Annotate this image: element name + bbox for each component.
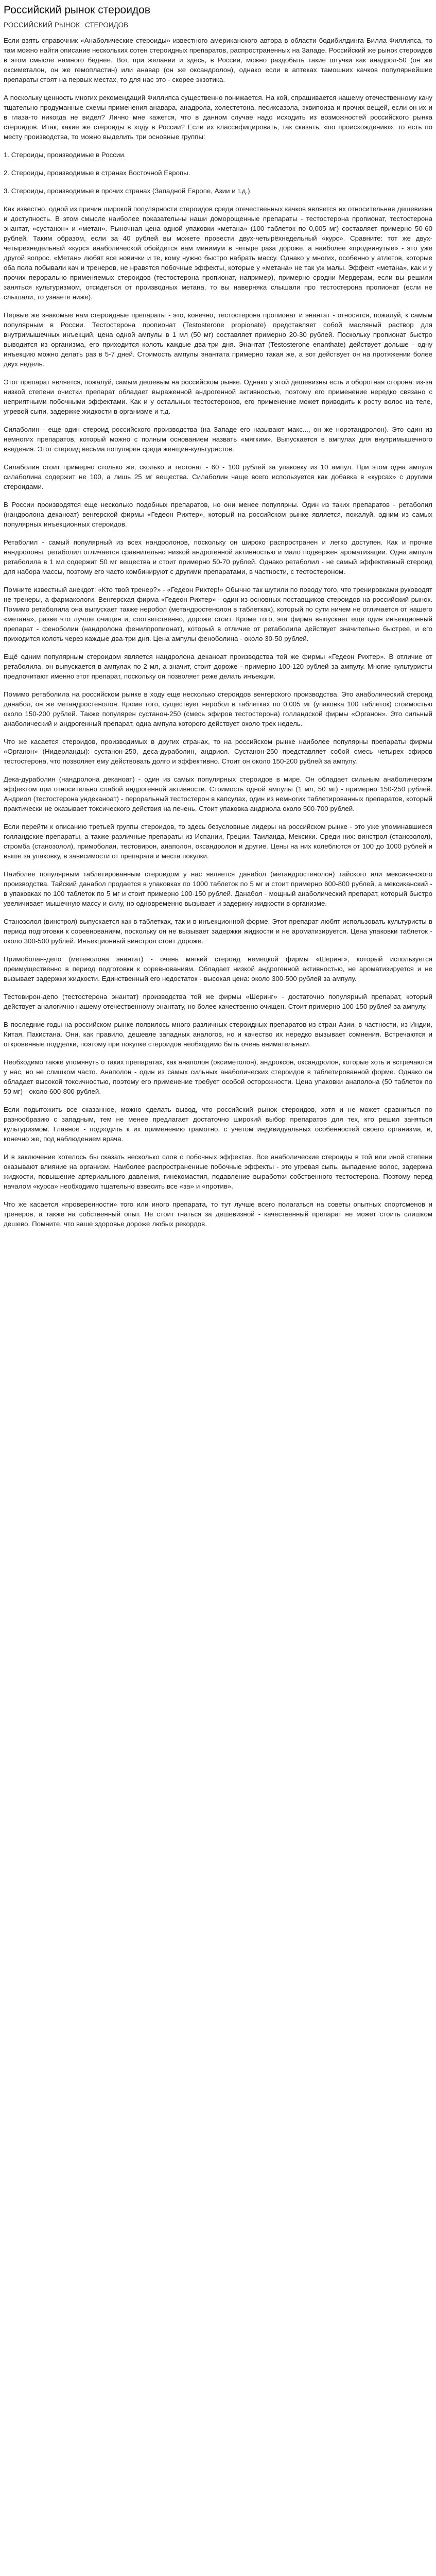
list-item-group-2: 2. Стероиды, производимые в странах Восточной Европы. — [4, 169, 190, 177]
article-paragraph: А поскольку ценность многих рекомендаций Филлипса существенно понижается. На кой, спрашивается нашему отечественному качу тщательно продуманные схемы применения анавара, анадрола, холестетона, песиксазола, эквипоиза и прочих вещей, если он их и в глаза-то никогда не видел? Лично мне кажется, что в данном случае надо исходить из возможностей российского рынка стероидов. Итак, какие же стероиды в ходу в России? Если их классифицировать, так сказать, «по происхождению», то есть по месту производства, то можно выделить три основные группы: — [4, 94, 432, 141]
article-paragraph: Силаболин стоит примерно столько же, сколько и тестонат - 60 - 100 рублей за упаковку из 10 ампул. При этом одна ампула силаболина содержит не 100, а лишь 25 мг вещества. Силаболин чаще всего используется как добавка в «курсах» с другими стероидами. — [4, 463, 432, 490]
article-paragraph: Что же касается «проверенности» того или иного препарата, то тут лучше всего полагаться на советы опытных спортсменов и тренеров, а также на собственный опыт. Не стоит гнаться за дешевизной - качественный препарат не может стоить слишком дешево. Помните, что ваше здоровье дороже любых рекордов. — [4, 1200, 432, 1228]
article-paragraph: Силаболин - еще один стероид российского производства (на Западе его называют макс..., он же норэтандролон). Это один из немногих препаратов, который можно с полным основанием назвать «мягким». Выпускается в ампулах для внутримышечного введения. Этот стероид весьма популярен среди женщин-культуристов. — [4, 426, 432, 453]
article-paragraph: Станозолол (винстрол) выпускается как в таблетках, так и в инъекционной форме. Этот препарат любят использовать культуристы в период подготовки к соревнованиям, поскольку он не вызывает задержки жидкости и не ароматизируется. Цена упаковки таблеток - около 300-500 рублей. Инъекционный винстрол стоит дороже. — [4, 918, 432, 945]
article-paragraph: Помимо ретаболила на российском рынке в ходу еще несколько стероидов венгерского производства. Это анаболический стероид данабол, он же метандростенолон. Кроме того, существует неробол в таблетках по 0,005 мг (упаковка 100 таблеток) стоимостью около 150-200 рублей. Также популярен сустанон-250 (смесь эфиров тестостерона) голландской фирмы «Органон». Это сильный анаболический и андрогенный препарат, одна ампула которого действует около трех недель. — [4, 690, 432, 727]
article-paragraph: Наиболее популярным таблетированным стероидом у нас является данабол (метандростенолон) тайского или мексиканского производства. Тайский данабол продается в упаковках по 1000 таблеток по 5 мг и стоит примерно 600-800 рублей, а мексиканский - в упаковках по 100 таблеток по 5 мг и стоит примерно 100-150 рублей. Данабол - мощный анаболический препарат, который быстро увеличивает мышечную массу и силу, но одновременно вызывает и задержку жидкости в организме. — [4, 870, 432, 907]
article-paragraph: Что же касается стероидов, производимых в других странах, то на российском рынке наиболее популярны препараты фирмы «Органон» (Нидерланды): сустанон-250, деca-дураболин, андриол. Сустанон-250 представляет собой смесь четырех эфиров тестостерона, что позволяет ему действовать долго и эффективно. Стоит он около 150-200 рублей за ампулу. — [4, 738, 432, 765]
article-paragraph: Как известно, одной из причин широкой популярности стероидов среди отечественных качков является их относительная дешевизна и доступность. В этом смысле наиболее показательны наши доморощенные препараты - тестостерона пропионат, тестостерона энантат, «сустанон» и «метан». Рыночная цена одной упаковки «метана» (100 таблеток по 0,005 мг) составляет примерно 50-60 рублей. Таким образом, если за 40 рублей вы можете провести двух-четырёхнедельный «курс». Сравните: тот же двух-четырёхнедельный «курс» анаболической обойдётся вам минимум в четыре раза дороже, а наиболее «продвинутые» - это уже другой вопрос. «Метан» любят все новички и те, кому нужно быстро набрать массу. Однако у многих, особенно у атлетов, которые оба пола побывали кач и тренеров, не нравятся побочные эффекты, которые у «метана» не так уж малы. Эффект «метана», как и у прочих перорально применяемых стероидов (тестостерона пропионат, например), примерно сродни Мердерам, если вы решили заняться культуризмом, отсидеться от производных метана, то вы наверняка слышали про тестостерона пропионат (если не слышали, то узнаете ниже). — [4, 205, 432, 301]
subtitle-category: РОССИЙСКИЙ РЫНОК — [4, 21, 80, 29]
article-paragraph: И в заключение хотелось бы сказать несколько слов о побочных эффектах. Все анаболические стероиды в той или иной степени оказывают влияние на организм. Наиболее распространенные побочные эффекты - это угревая сыпь, выпадение волос, задержка жидкости, повышение артериального давления, гинекомастия, подавление выработки собственного тестостерона. Поэтому перед началом «курса» необходимо тщательно взвесить все «за» и «против». — [4, 1153, 432, 1190]
list-item-group-1: 1. Стероиды, производимые в России. — [4, 151, 126, 159]
article-paragraph: Этот препарат является, пожалуй, самым дешевым на российском рынке. Однако у этой дешевизны есть и оборотная сторона: из-за низкой степени очистки препарат обладает выраженной андрогенной активностью, поэтому его применение нередко связано с неприятными побочными эффектами. Как и у остальных тестостеронов, его применение может приводить к росту волос на теле, угревой сыпи, задержке жидкости в организме и т.д. — [4, 378, 432, 415]
list-item-group-3: 3. Стероиды, производимые в прочих странах (Западной Европе, Азии и т.д.). — [4, 187, 252, 195]
article-paragraph: Необходимо также упомянуть о таких препаратах, как анаполон (оксиметолон), андроксон, оксандролон, которые хоть и встречаются у нас, но не слишком часто. Анаполон - один из самых сильных анаболических стероидов в таблетированной форме. Однако он обладает высокой токсичностью, поэтому его применение требует особой осторожности. Цена упаковки анаполона (50 таблеток по 50 мг) - около 600-800 рублей. — [4, 1058, 432, 1095]
article-paragraph: Если взять справочник «Анаболические стероиды» известного американского автора в области бодибилдинга Билла Филлипса, то там можно найти описание нескольких сотен стероидных препаратов, распространенных на Западе. Российский же рынок стероидов в этом смысле намного беднее. Вот, при желании и здесь, в России, можно раздобыть такие штучки как анадрол-50 (он же оксиметалон, он же гемопластин) или анавар (он же оксандролон), однако если в аптеках тамошних качков популярнейшие препараты стоят на первых местах, то для нас это - скорее экзотика. — [4, 37, 432, 83]
article-paragraph: Ещё одним популярным стероидом является нандролона деканоат производства той же фирмы «Гедеон Рихтер». В отличие от ретаболила, он выпускается в ампулах по 2 мл, а значит, стоит дороже - примерно 100-120 рублей за ампулу. Многие культуристы предпочитают именно этот препарат, поскольку он позволяет реже делать инъекции. — [4, 653, 432, 680]
article-paragraph: Если подытожить все сказанное, можно сделать вывод, что российский рынок стероидов, хотя и не может сравниться по разнообразию с западным, тем не менее предлагает достаточно широкий выбор препаратов для тех, кто решил заняться культуризмом. Главное - подходить к их применению грамотно, с учетом индивидуальных особенностей своего организма, и, конечно же, под наблюдением врача. — [4, 1106, 432, 1143]
article-paragraph: Помните известный анекдот: «Кто твой тренер?» - «Гедеон Рихтер!» Обычно так шутили по поводу того, что тренировками руководят не тренеры, а фармакологи. Венгерская фирма «Гедеон Рихтер» - один из основных поставщиков стероидов на российский рынок. Помимо ретаболила она выпускает также неробол (метандростенолон в таблетках), который по сути ничем не отличается от нашего «метана», разве что лучше очищен и, соответственно, дороже стоит. Кроме того, эта фирма выпускает ещё один инъекционный препарат - феноболин (нандролона фенилпропионат), который в отличие от ретаболила действует значительно быстрее, и его приходится колоть через каждые два-три дня. Цена ампулы феноболина - около 30-50 рублей. — [4, 586, 432, 642]
article-body — [4, 36, 432, 1229]
article-paragraph: Первые же знакомые нам стероидные препараты - это, конечно, тестостерона пропионат и энантат - относятся, пожалуй, к самым популярным в России. Тестостерона пропионат (Testosterone propionate) представляет собой масляный раствор для внутримышечных инъекций, цена одной ампулы в 1 мл (50 мг) составляет примерно 20-30 рублей. Поскольку пропионат быстро выводится из организма, его приходится колоть каждые два-три дня. Энантат (Testosterone enanthate) действует дольше - одну инъекцию можно делать раз в 5-7 дней. Стоимость ампулы энантата примерно такая же, а вот действует он на протяжении более двух недель. — [4, 311, 432, 368]
article-paragraph: В России производятся еще несколько подобных препаратов, но они менее популярны. Один из таких препаратов - ретаболил (нандролона деканоат) венгерской фирмы «Гедеон Рихтер», который на российском рынке является, пожалуй, одним из самых популярных инъекционных стероидов. — [4, 501, 432, 528]
article-paragraph: Тестовирон-депо (тестостерона энантат) производства той же фирмы «Шеринг» - достаточно популярный препарат, который действует аналогично нашему отечественному энантату, но более качественно очищен. Стоит примерно 100-150 рублей за ампулу. — [4, 993, 432, 1010]
article-paragraph: В последние годы на российском рынке появилось много различных стероидных препаратов из стран Азии, в частности, из Индии, Китая, Пакистана. Они, как правило, дешевле западных аналогов, но и качество их нередко вызывает сомнения. Встречаются и откровенные подделки, поэтому при покупке стероидов необходимо быть очень внимательным. — [4, 1021, 432, 1048]
subtitle-tag: СТЕРОИДОВ — [84, 21, 129, 29]
article-paragraph: Ретаболил - самый популярный из всех нандролонов, поскольку он широко распространен и легко доступен. Как и прочие нандролоны, ретаболил отличается сравнительно низкой андрогенной активностью и мало подвержен ароматизации. Одна ампула ретаболила в 1 мл содержит 50 мг вещества и стоит примерно 50-70 рублей. Однако ретаболил - не самый эффективный стероид для набора массы, поэтому его часто комбинируют с другими препаратами, в частности, с тестостероном. — [4, 538, 432, 575]
article-subtitle — [4, 20, 432, 30]
article-paragraph: Если перейти к описанию третьей группы стероидов, то здесь безусловные лидеры на российском рынке - это уже упоминавшиеся голландские препараты, а также различные препараты из Испании, Греции, Таиланда, Мексики. Среди них: винстрол (станозолол), стромба (станозолол), примоболан, тестовирон, анаполон, оксандролон и другие. Цены на них колеблются от 100 до 1000 рублей и выше за упаковку, в зависимости от препарата и места покупки. — [4, 823, 432, 860]
article-paragraph: Примоболан-депо (метенолона энантат) - очень мягкий стероид немецкой фирмы «Шеринг», который используется преимущественно в период подготовки к соревнованиям. Обладает низкой андрогенной активностью, не ароматизируется и не вызывает задержки жидкости. Единственный его недостаток - высокая цена: около 300-500 рублей за ампулу. — [4, 955, 432, 982]
article-title: Российский рынок стероидов — [4, 4, 151, 16]
article-paragraph: Дека-дураболин (нандролона деканоат) - один из самых популярных стероидов в мире. Он обладает сильным анаболическим эффектом при относительно слабой андрогенной активности. Стоимость одной ампулы (1 мл, 50 мг) - примерно 150-250 рублей. Андриол (тестостерона ундеканоат) - пероральный тестостерон в капсулах, один из немногих таблетированных препаратов, который практически не оказывает токсического действия на печень. Стоит упаковка андриола около 500-700 рублей. — [4, 775, 432, 812]
